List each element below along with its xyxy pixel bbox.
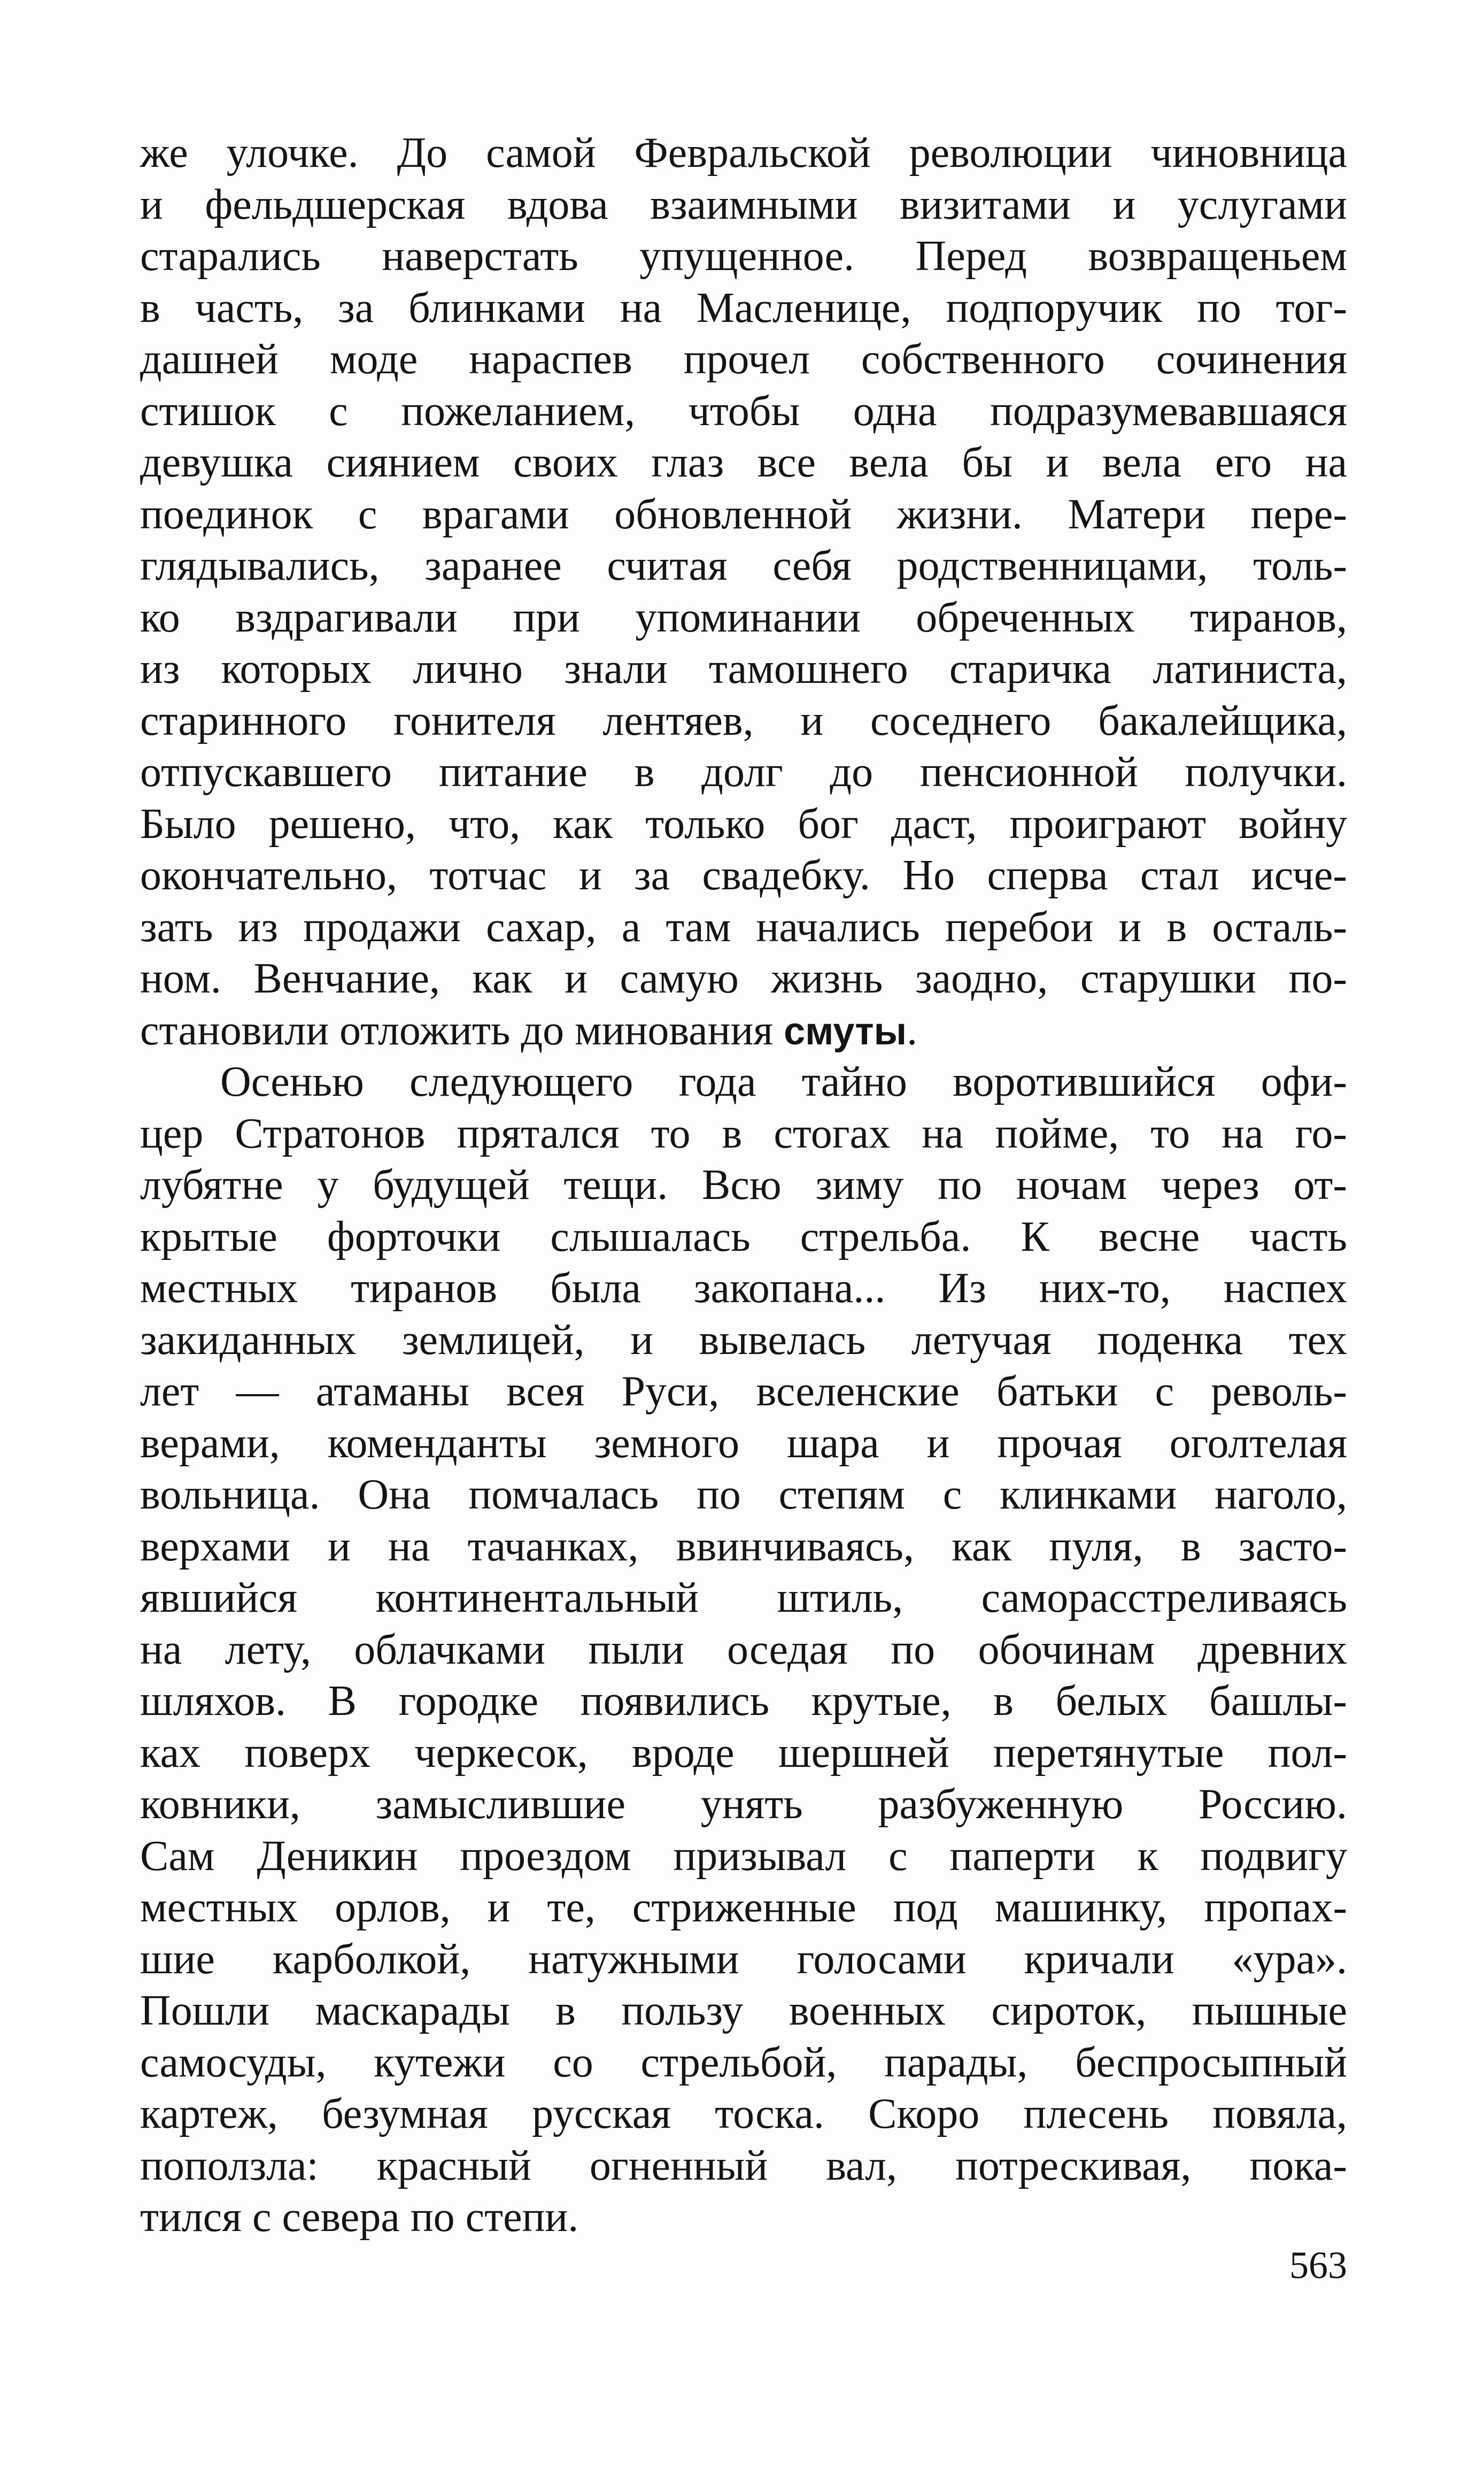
text-line: ковники, замыслившие унять разбуженную Россию. [140, 1781, 1347, 1828]
text-line: окончательно, тотчас и за свадебку. Но сперва стал исче- [140, 852, 1347, 899]
text-line: верхами и на тачанках, ввинчиваясь, как пуля, в засто- [140, 1522, 1347, 1570]
text-line: глядывались, заранее считая себя родственницами, толь- [140, 542, 1347, 589]
text-line: самосуды, кутежи со стрельбой, парады, беспросыпный [140, 2038, 1347, 2086]
text-line: Было решено, что, как только бог даст, проиграют войну [140, 800, 1347, 848]
text-line: местных тиранов была закопана... Из них-то, наспех [140, 1265, 1347, 1312]
text-line: верами, коменданты земного шара и прочая оголтелая [140, 1419, 1347, 1467]
text-line: лубятне у будущей тещи. Всю зиму по ночам через от- [140, 1161, 1347, 1209]
text-line: лет — атаманы всея Руси, вселенские батьки с револь- [140, 1368, 1347, 1415]
text-line: закиданных землицей, и вывелась летучая поденка тех [140, 1316, 1347, 1364]
text-line: местных орлов, и те, стриженные под машинку, пропах- [140, 1884, 1347, 1931]
text-line: дашней моде нараспев прочел собственного сочинения [140, 336, 1347, 383]
text-line: в часть, за блинками на Масленице, подпоручик по тог- [140, 284, 1347, 332]
text-line-last [140, 1005, 1347, 1057]
text-line-indented: Осенью следующего года тайно воротившийся офи- [220, 1058, 1347, 1105]
text-line: ках поверх черкесок, вроде шершней перетянутые пол- [140, 1729, 1347, 1776]
bold-word: смуты [784, 1010, 907, 1053]
text-line: Сам Деникин проездом призывал с паперти к подвигу [140, 1832, 1347, 1880]
body-text [140, 127, 1347, 2243]
text-line: Пошли маскарады в пользу военных сироток, пышные [140, 1987, 1347, 2034]
text-line: шляхов. В городке появились крутые, в белых башлы- [140, 1678, 1347, 1725]
text-fragment: становили отложить до минования [140, 1006, 784, 1054]
text-line: отпускавшего питание в долг до пенсионной получки. [140, 749, 1347, 796]
text-line: поползла: красный огненный вал, потрескивая, пока- [140, 2142, 1347, 2189]
text-fragment: . [907, 1006, 918, 1054]
text-line: картеж, безумная русская тоска. Скоро плесень повяла, [140, 2090, 1347, 2137]
page-number: 563 [1289, 2244, 1347, 2287]
text-line: стишок с пожеланием, чтобы одна подразумевавшаяся [140, 387, 1347, 435]
text-line: поединок с врагами обновленной жизни. Матери пере- [140, 490, 1347, 538]
text-line: явшийся континентальный штиль, саморасстреливаясь [140, 1574, 1347, 1621]
text-line-last: тился с севера по степи. [140, 2194, 579, 2241]
text-line: девушка сиянием своих глаз все вела бы и вела его на [140, 439, 1347, 486]
text-line: из которых лично знали тамошнего старичка латиниста, [140, 645, 1347, 693]
text-line: ко вздрагивали при упоминании обреченных тиранов, [140, 594, 1347, 641]
text-line: крытые форточки слышалась стрельба. К весне часть [140, 1213, 1347, 1260]
text-line: ном. Венчание, как и самую жизнь заодно, старушки по- [140, 955, 1347, 1002]
text-line: цер Стратонов прятался то в стогах на пойме, то на го- [140, 1110, 1347, 1157]
text-line: старинного гонителя лентяев, и соседнего бакалейщика, [140, 697, 1347, 744]
text-line: же улочке. До самой Февральской революции чиновница [140, 129, 1347, 176]
text-line: вольница. Она помчалась по степям с клинками наголо, [140, 1471, 1347, 1518]
text-line: шие карболкой, натужными голосами кричали «ура». [140, 1935, 1347, 1983]
text-line: старались наверстать упущенное. Перед возвращеньем [140, 233, 1347, 280]
text-line: и фельдшерская вдова взаимными визитами и услугами [140, 181, 1347, 228]
text-line: зать из продажи сахар, а там начались перебои и в осталь- [140, 903, 1347, 951]
text-line: на лету, облачками пыли оседая по обочинам древних [140, 1626, 1347, 1673]
